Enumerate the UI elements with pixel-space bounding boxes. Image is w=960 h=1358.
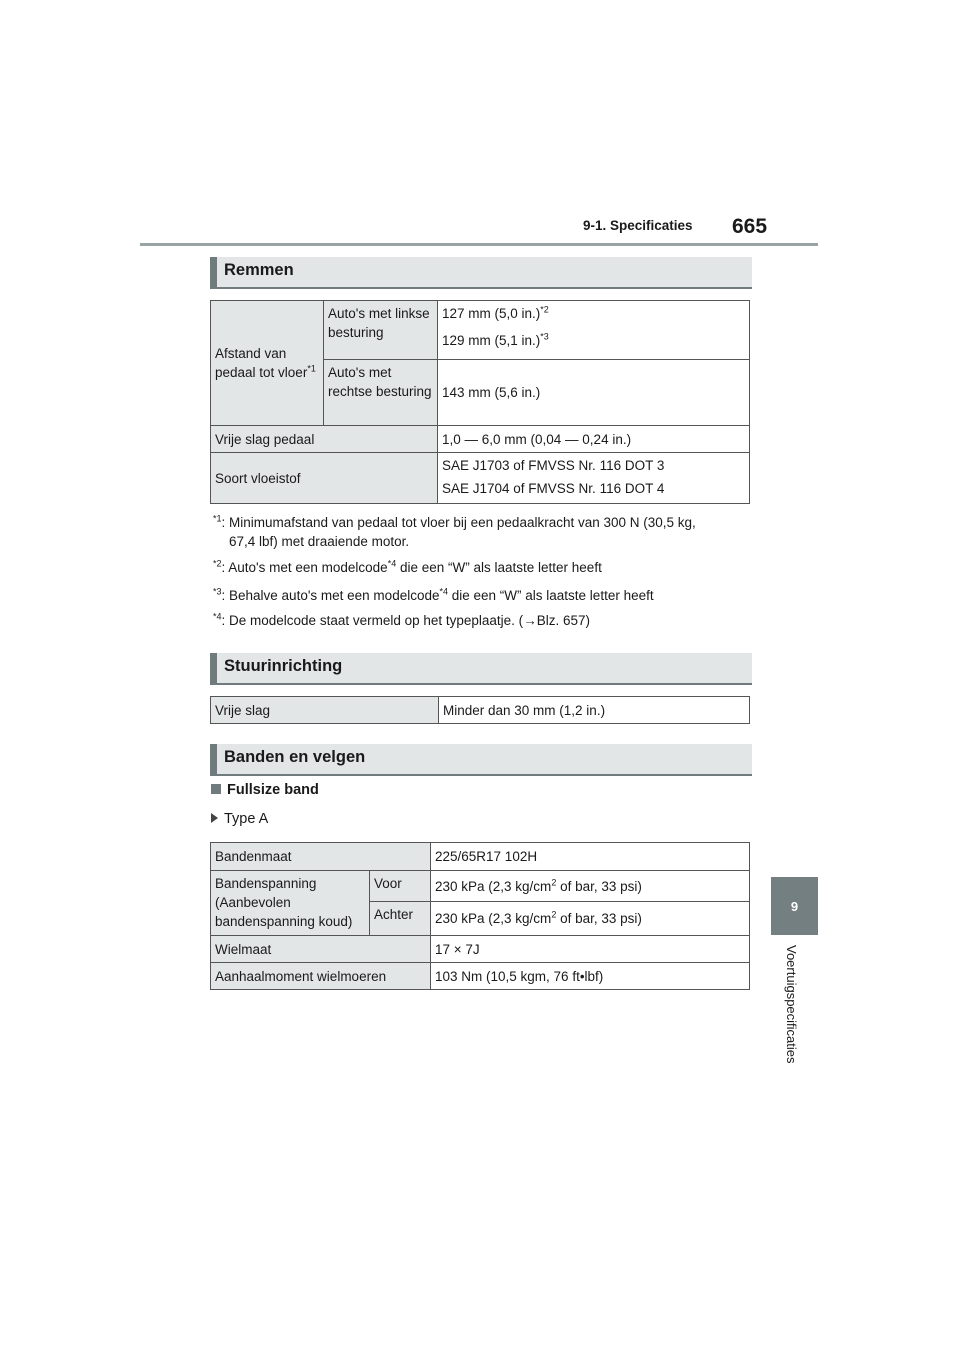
lhd-label-cell: Auto's met linkse besturing	[324, 301, 438, 360]
torque-label-cell: Aanhaalmoment wielmoeren	[211, 963, 431, 990]
square-bullet-icon	[211, 784, 221, 794]
fluid-label-cell: Soort vloeistof	[211, 453, 438, 504]
tires-table	[210, 842, 750, 990]
lhd-value-cell: 127 mm (5,0 in.)$^{*2}$ 129 mm (5,1 in.)$^{*3}$	[438, 301, 750, 360]
section-heading-brakes: Remmen	[224, 261, 294, 279]
rhd-value-cell: 143 mm (5,6 in.)	[438, 360, 750, 426]
page-reference-arrow-icon: →	[523, 613, 537, 628]
table-row	[211, 843, 750, 871]
section-title: 9-1. Specificaties	[583, 218, 693, 233]
footnote-4: $^{*4}$: De modelcode staat vermeld op het typeplaatje. (→Blz. 657)	[213, 611, 590, 628]
table-row	[211, 426, 750, 453]
torque-value-cell: 103 Nm (10,5 kgm, 76 ft•lbf)	[431, 963, 750, 990]
subheading-fullsize-tire: Fullsize band	[211, 782, 319, 798]
front-value-cell: 230 kPa (2,3 $kg/cm^2$ of bar, 33 psi)	[431, 871, 750, 902]
free-play-label-cell: Vrije slag pedaal	[211, 426, 438, 453]
section-band-steering	[210, 653, 752, 685]
section-heading-steering: Stuurinrichting	[224, 657, 343, 675]
rear-label-cell: Achter	[370, 902, 431, 936]
pedal-clearance-label-cell: Afstand van pedaal tot vloer$^{*1}$	[211, 301, 324, 426]
steering-free-play-value-cell: Minder dan 30 mm (1,2 in.)	[439, 697, 750, 724]
free-play-value-cell: 1,0 — 6,0 mm (0,04 — 0,24 in.)	[438, 426, 750, 453]
type-label: Type A	[211, 811, 268, 827]
table-row	[211, 697, 750, 724]
chapter-label: Voertuigspecificaties	[784, 945, 799, 1064]
table-row	[211, 301, 750, 360]
tire-size-value-cell: 225/65R17 102H	[431, 843, 750, 871]
tire-size-label-cell: Bandenmaat	[211, 843, 431, 871]
section-heading-tires: Banden en velgen	[224, 748, 366, 766]
fluid-value-cell: SAE J1703 of FMVSS Nr. 116 DOT 3 SAE J1704 of FMVSS Nr. 116 DOT 4	[438, 453, 750, 504]
rhd-label-cell: Auto's met rechtse besturing	[324, 360, 438, 426]
header-rule	[140, 243, 818, 246]
footnote-3: $^{*3}$: Behalve auto's met een modelcode$^{*4}$ die een “W” als laatste letter heeft	[213, 586, 654, 603]
rear-value-cell: 230 kPa (2,3 $kg/cm^2$ of bar, 33 psi)	[431, 902, 750, 936]
chapter-tab[interactable]: 9	[771, 877, 818, 935]
steering-free-play-label-cell: Vrije slag	[211, 697, 439, 724]
triangle-bullet-icon	[211, 813, 218, 823]
footnote-2: $^{*2}$: Auto's met een modelcode$^{*4}$ die een “W” als laatste letter heeft	[213, 558, 602, 575]
section-band-tires	[210, 744, 752, 776]
table-row	[211, 936, 750, 963]
front-label-cell: Voor	[370, 871, 431, 902]
table-row	[211, 963, 750, 990]
table-row	[211, 453, 750, 504]
wheel-size-value-cell: 17 × 7J	[431, 936, 750, 963]
table-row	[211, 871, 750, 902]
page-reference-link[interactable]: Blz. 657)	[536, 613, 590, 628]
steering-table	[210, 696, 750, 724]
footnote-1: $^{*1}$: Minimumafstand van pedaal tot vloer bij een pedaalkracht van 300 N (30,5 kg, 67,4 lbf) met draaiende motor.	[213, 513, 696, 549]
section-band-brakes	[210, 257, 752, 289]
brakes-table	[210, 300, 750, 504]
wheel-size-label-cell: Wielmaat	[211, 936, 431, 963]
page-number: 665	[732, 215, 768, 238]
tire-pressure-label-cell: Bandenspanning (Aanbevolen bandenspanning koud)	[211, 871, 370, 936]
